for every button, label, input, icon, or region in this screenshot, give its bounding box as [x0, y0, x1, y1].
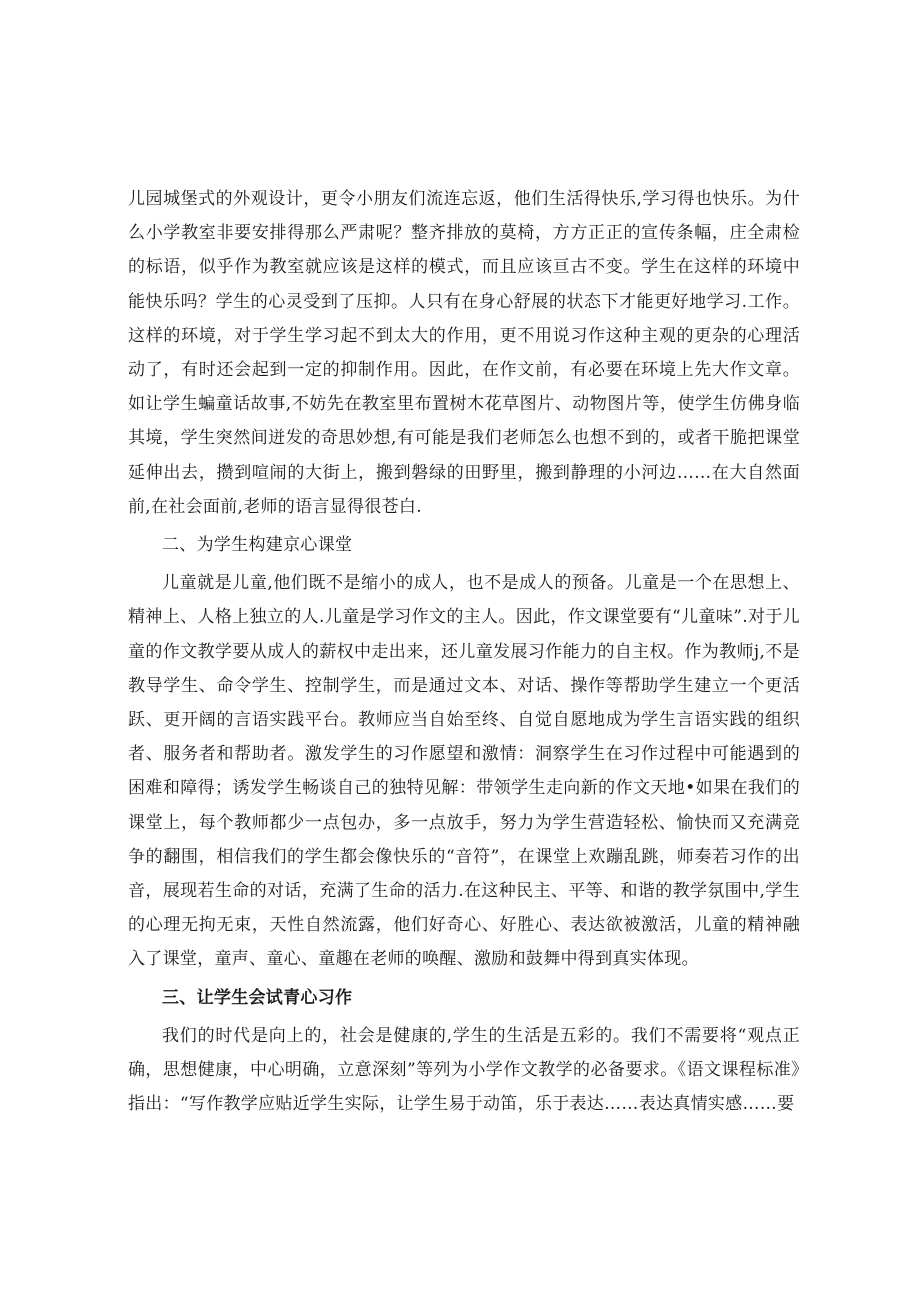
paragraph-writing-standards: 我们的时代是向上的，社会是健康的,学生的生活是五彩的。我们不需要将“观点正确，思想健康，中心明确，立意深刻”等列为小学作文教学的必备要求。《语文课程标准》指出：“写作教学应贴近学生实际，让学生易于动笛，乐于表达……表达真情实感……要: [128, 1025, 800, 1115]
document-body: [128, 182, 800, 1121]
section-heading-3: 三、让学生会试青心习作: [162, 987, 353, 1008]
section-heading-2: 二、为学生构建京心课堂: [162, 535, 353, 556]
paragraph-children-classroom: 儿童就是儿童,他们既不是缩小的成人，也不是成人的预备。儿童是一个在思想上、精神上、人格上独立的人.儿童是学习作文的主人。因此，作文课堂要有“儿童味”.对于儿童的作文教学要从成人的薪权中走出来，还儿童发展习作能力的自主权。作为教师j,不是教导学生、命令学生、控制学生，而是通过文本、对话、操作等帮助学生建立一个更活跃、更开阔的言语实践平台。教师应当自始至终、自觉自愿地成为学生言语实践的组织者、服务者和帮助者。激发学生的习作愿望和激情：洞察学生在习作过程中可能遇到的困难和障得；诱发学生畅谈自己的独特见解：带领学生走向新的作文天地•如果在我们的课堂上，每个教师都少一点包办，多一点放手，努力为学生营造轻松、愉快而又充满竞争的翻围，相信我们的学生都会像快乐的“音符”，在课堂上欢蹦乱跳，师奏若习作的出音，展现若生命的对话，充满了生命的活力.在这种民主、平等、和谐的教学氛围中,学生的心理无拘无束，天性自然流露，他们好奇心、好胜心、表达欲被激活，儿童的精神融入了课堂，童声、童心、童趣在老师的唤醒、激励和鼓舞中得到真实体现。: [128, 573, 800, 970]
paragraph-environment: 儿园城堡式的外观设计，更令小朋友们流连忘返，他们生活得快乐,学习得也快乐。为什么小学教室非要安排得那么严肃呢？整齐排放的莫椅，方方正正的宣传条幅，庄全肃检的标语，似乎作为教室就应该是这样的模式，而且应该亘古不变。学生在这样的环境中能快乐吗？学生的心灵受到了压抑。人只有在身心舒展的状态下才能更好地学习.工作。这样的环境，对于学生学习起不到太大的作用，更不用说习作这种主观的更杂的心理活动了，有时还会起到一定的抑制作用。因此，在作文前，有必要在环境上先大作文章。如让学生蝙童话故事,不妨先在教室里布置树木花草图片、动物图片等，使学生仿佛身临其境，学生突然间迸发的奇思妙想,有可能是我们老师怎么也想不到的，或者干脆把课堂延伸出去，攒到喧闹的大街上，搬到磐绿的田野里，搬到静理的小河边……在大自然面前,在社会面前,老师的语言显得很苍白.: [128, 189, 800, 517]
